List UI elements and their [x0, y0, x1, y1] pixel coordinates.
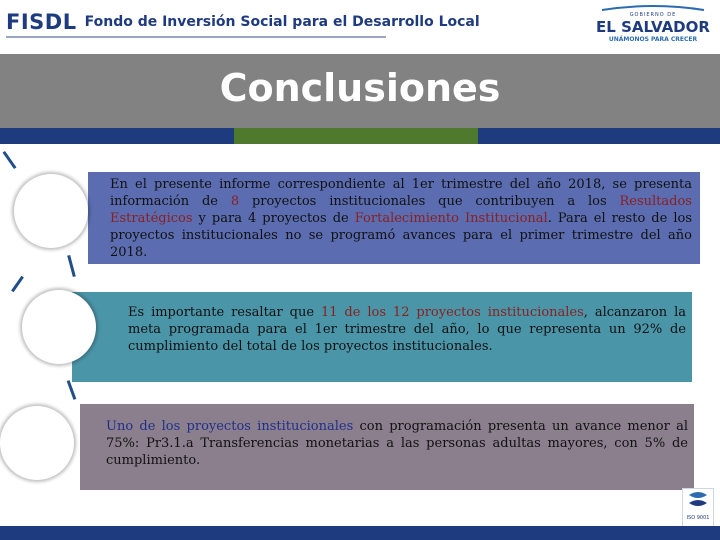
- conclusion-box-2: [72, 292, 692, 382]
- conclusion-3-highlight: Uno de los proyectos institucionales: [106, 419, 354, 434]
- iso-badge-label: ISO 9001: [686, 515, 710, 521]
- conclusion-2-text: Es importante resaltar que: [128, 305, 321, 320]
- connector-line: [67, 255, 76, 277]
- fisdl-logo-abbr: FISDL: [6, 10, 77, 34]
- stripe-blue: [0, 128, 234, 144]
- bullet-circle-3: [0, 406, 74, 480]
- slide-title: Conclusiones: [219, 66, 501, 110]
- conclusion-1-text: proyectos institucionales que contribuyen a los: [239, 194, 620, 209]
- conclusion-1-highlight-count: 8: [230, 194, 240, 209]
- fisdl-logo-full-name: Fondo de Inversión Social para el Desarrollo Local: [84, 14, 480, 30]
- certification-seal-icon: [683, 489, 713, 515]
- bullet-circle-1: [14, 174, 88, 248]
- iso-badge: [682, 488, 714, 530]
- stripe-green: [234, 128, 478, 144]
- bullet-circle-2: [22, 290, 96, 364]
- footer-bar: [0, 526, 720, 540]
- connector-line: [11, 276, 24, 292]
- conclusion-1-text: En el presente informe correspondiente al 1er trimestre del año 2018, se presenta información de: [110, 177, 692, 209]
- connector-line: [67, 380, 77, 400]
- conclusion-2-highlight: 11 de los 12 proyectos institucionales: [320, 305, 584, 320]
- fisdl-logo: [6, 8, 480, 36]
- logo-divider: [6, 36, 386, 38]
- conclusion-1-text: . Para el resto de los proyectos institucionales no se programó avances para el primer trimestre del año 2018.: [110, 211, 692, 260]
- conclusion-1-highlight-results: Resultados Estratégicos: [110, 194, 692, 226]
- conclusion-1-text: y para 4 proyectos de: [192, 211, 355, 226]
- flag-swoosh-icon: [594, 4, 712, 12]
- connector-line: [3, 151, 17, 169]
- conclusion-box-1: [88, 172, 700, 264]
- stripe-blue-right: [478, 128, 720, 144]
- title-stripes: [0, 128, 720, 144]
- el-salvador-logo: [594, 4, 712, 50]
- conclusion-1-highlight-strengthening: Fortalecimiento Institucional: [354, 211, 548, 226]
- el-salvador-logo-prefix: GOBIERNO DE: [629, 12, 677, 18]
- el-salvador-logo-name: EL SALVADOR: [596, 18, 710, 36]
- el-salvador-logo-slogan: UNÁMONOS PARA CRECER: [608, 36, 698, 43]
- slide-header: [0, 0, 720, 54]
- conclusion-2-text: , alcanzaron la meta programada para el 1er trimestre del año, lo que representa un 92% de cumplimiento del total de los proyectos institucionales.: [128, 305, 686, 354]
- conclusion-box-3: [80, 404, 694, 490]
- conclusion-3-text: con programación presenta un avance menor al 75%: Pr3.1.a Transferencias monetarias a las personas adultas mayores, con 5% de cumplimiento.: [106, 419, 688, 468]
